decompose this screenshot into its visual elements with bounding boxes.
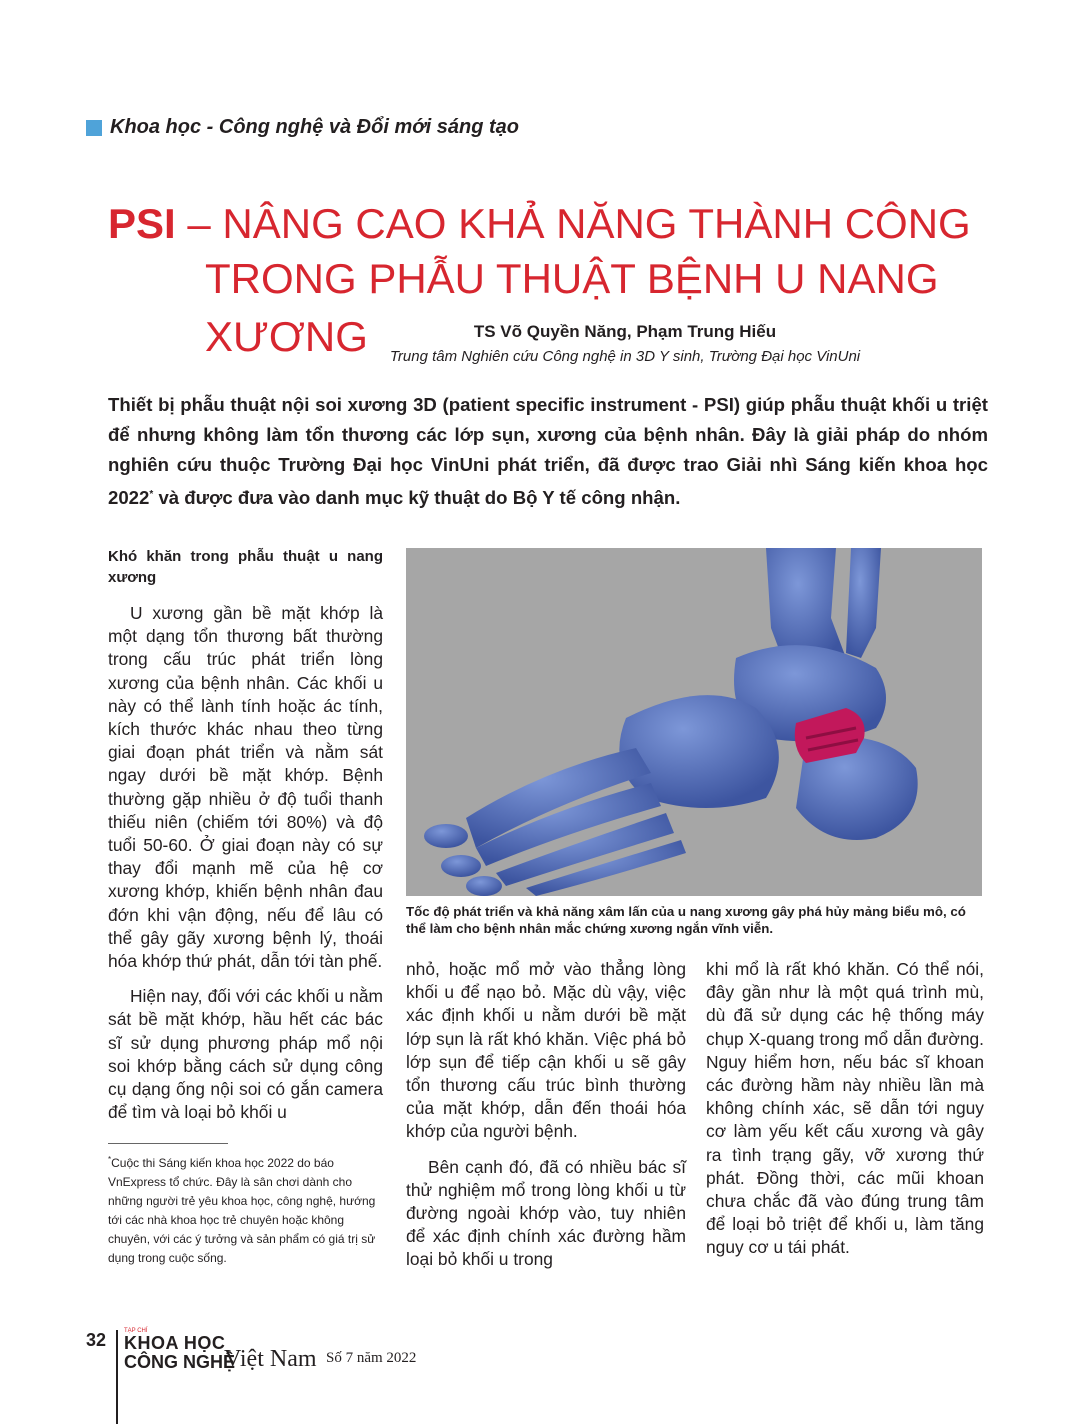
affiliation: Trung tâm Nghiên cứu Công nghệ in 3D Y sinh, Trường Đại học VinUni [389, 348, 861, 365]
magazine-logo: TẠP CHÍ KHOA HỌC CÔNG NGHỆ Việt Nam [124, 1328, 317, 1372]
section-label: Khoa học - Công nghệ và Đổi mới sáng tạo [110, 116, 520, 138]
paragraph: khi mổ là rất khó khăn. Có thể nói, đây gần như là một quá trình mù, dù đã sử dụng các hệ thống máy chụp X-quang trong mổ dẫn đường. Nguy hiểm hơn, nếu bác sĩ khoan các đường hầm này nhiều lần mà không chính xác, sẽ dẫn tới nguy cơ làm yếu kết cấu xương và gây ra tình trạng gãy, vỡ xương thứ phát. Đồng thời, các mũi khoan chưa chắc đã vào đúng trung tâm để loại bỏ triệt để khối u, làm tăng nguy cơ u tái phát. [706, 959, 984, 1258]
foot-bone-illustration [406, 548, 982, 896]
authors: TS Võ Quyền Năng, Phạm Trung Hiếu [473, 322, 777, 341]
section-tag [86, 116, 519, 139]
foot-bone-figure [406, 548, 982, 896]
title-line1: – NÂNG CAO KHẢ NĂNG THÀNH CÔNG [175, 200, 971, 247]
figure-caption: Tốc độ phát triển và khả năng xâm lấn của u nang xương gây phá hủy mảng biểu mô, có thể làm cho bệnh nhân mắc chứng xương ngắn vĩnh viễn. [406, 904, 966, 936]
footnote: *Cuộc thi Sáng kiến khoa học 2022 do báo VnExpress tổ chức. Đây là sân chơi dành cho những người trẻ yêu khoa học, công nghệ, hướng tới các nhà khoa học trẻ chuyên hoặc không chuyên, với các ý tưởng và sản phẩm có giá trị sử dụng trong cuộc sống. [108, 1155, 376, 1265]
section-heading: Khó khăn trong phẫu thuật u nang xương [108, 548, 383, 586]
lead-paragraph: Thiết bị phẫu thuật nội soi xương 3D (patient specific instrument - PSI) giúp phẫu thuật khối u triệt để nhưng không làm tổn thương các lớp sụn, xương của bệnh nhân. Đây là giải pháp do nhóm nghiên cứu thuộc Trường Đại học VinUni phát triển, đã được trao Giải nhì Sáng kiến khoa học 2022* và được đưa vào danh mục kỹ thuật do Bộ Y tế công nhận. [108, 394, 988, 509]
paragraph: U xương gần bề mặt khớp là một dạng tổn thương bất thường trong cấu trúc phát triển lòng xương của bệnh nhân. Các khối u này có thể lành tính hoặc ác tính, kích thước khác nhau theo từng giai đoạn phát triển và nằm sát ngay dưới bề mặt khớp. Bệnh thường gặp nhiều ở độ tuổi thanh thiếu niên (chiếm tới 80%) và độ tuổi 50-60. Ở giai đoạn này có sự thay đổi mạnh mẽ của hệ cơ xương khớp, khiến bệnh nhân đau đớn khi vận động, nếu để lâu có thể gây gãy xương bệnh lý, thoái hóa khớp thứ phát, dẫn tới tàn phế. [108, 603, 383, 972]
title-psi: PSI [108, 200, 176, 247]
paragraph: Bên cạnh đó, đã có nhiều bác sĩ thử nghiệm mổ trong lòng khối u từ đường ngoài khớp vào, tuy nhiên để xác định chính xác đường hầm loại bỏ khối u trong [406, 1156, 686, 1270]
column-3 [706, 958, 984, 1272]
section-square-icon [86, 120, 102, 136]
column-2 [406, 958, 686, 1284]
title-line2: TRONG PHẪU THUẬT BỆNH U NANG XƯƠNG [205, 255, 939, 360]
footer-divider [116, 1330, 118, 1424]
footnote-rule [108, 1143, 228, 1144]
page-number: 32 [86, 1330, 107, 1350]
paragraph: nhỏ, hoặc mổ mở vào thẳng lòng khối u để nạo bỏ. Mặc dù vậy, việc xác định khối u nằm dưới bề mặt lớp sụn là rất khó khăn. Việc phá bỏ lớp sụn để tiếp cận khối u sẽ gây tổn thương cấu trúc bình thường của mặt khớp, dẫn đến thoái hóa khớp của người bệnh. [406, 959, 686, 1142]
issue-label: Số 7 năm 2022 [326, 1350, 417, 1366]
paragraph: Hiện nay, đối với các khối u nằm sát bề mặt khớp, hầu hết các bác sĩ sử dụng phương pháp mổ nội soi khớp bằng cách sử dụng công cụ dạng ống nội soi có gắn camera để tìm và loại bỏ khối u [108, 986, 383, 1123]
column-1 [108, 546, 383, 1136]
